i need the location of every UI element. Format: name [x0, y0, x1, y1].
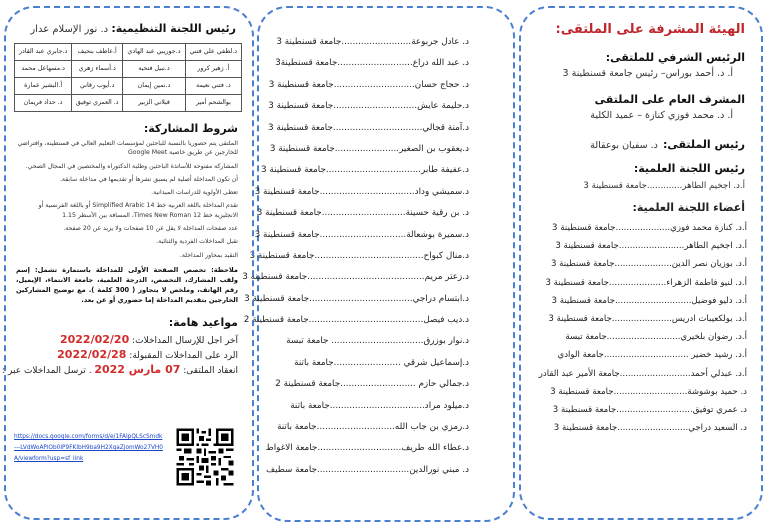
- supervising-committee-panel: [519, 6, 763, 520]
- list-item: د.إسماعيل شرقي ........................جامعة باتنة: [294, 357, 469, 368]
- forum-date-label: انعقاد الملتقى:: [183, 365, 238, 376]
- table-cell: بوالشحم أمير: [185, 95, 241, 112]
- list-item: أ.د. رضوان بلخيري...........................جامعة تبسة: [565, 332, 747, 343]
- forum-president: [521, 133, 745, 152]
- table-cell: د.نمين إيمان: [123, 78, 186, 95]
- deadline-response-date: 2022/02/28: [57, 347, 127, 361]
- list-item: أ.د. دليو فوضيل............................جامعة قسنطينة 3: [551, 295, 747, 306]
- condition-item: تقبل المداخلات الفردية والثنائية.: [156, 238, 238, 246]
- qr-code-icon[interactable]: [174, 426, 236, 488]
- table-cell: أ.عاطف بنحيف: [72, 44, 123, 61]
- table-cell: أ.البشير عمارة: [15, 78, 72, 95]
- list-item: أ.د. بوزيان نصر الدين.....................جامعة قسنطينة 3: [550, 259, 747, 270]
- forum-president-name: د. سفيان بوعقالة: [590, 140, 658, 151]
- condition-item: التقيد بمحاور المداخلة.: [179, 251, 238, 259]
- table-cell: د.مسهاعل محمد: [15, 61, 72, 78]
- list-item: د.آمنة قجالي................................جامعة قسنطينة 3: [267, 122, 469, 133]
- scientific-head-label: رئيس اللجنة العلمية:: [633, 162, 745, 175]
- panel-title: الهيئة المشرفة على الملتقى:: [555, 22, 745, 37]
- forum-president-label: رئيس الملتقى:: [662, 138, 745, 151]
- scientific-members-label: أعضاء اللجنة العلمية:: [632, 201, 745, 214]
- table-cell: قبلاني الزبير: [123, 95, 186, 112]
- list-item: د.سميرة بوشعالة...............................جامعة قسنطينة 3: [254, 229, 469, 240]
- general-supervisor-name: أ. د. محمد فوزي كنازة – عميد الكلية: [590, 110, 733, 121]
- table-cell: د.جابري عبد القادر: [15, 44, 72, 61]
- table-cell: د.أسماء زهري: [72, 61, 123, 78]
- deadline-response: [12, 348, 238, 361]
- table-cell: د.جوريبي عبد الهادي: [123, 44, 186, 61]
- list-item: د. حجاج حسان.............................جامعة قسنطينة 3: [268, 79, 469, 90]
- list-item: د.سميشي وداد..................................جامعة قسنطينة 3: [254, 186, 469, 197]
- organizing-head-name: د. نور الإسلام عدار: [30, 24, 109, 35]
- honorary-president-name: أ. د. أحمد بوراس– رئيس جامعة قسنطينة 3: [562, 68, 733, 79]
- condition-item: تعطى الأولوية للدراسات الميدانية.: [151, 189, 238, 197]
- list-item: د. عبد الله دراع...........................جامعة قسنطينة3: [275, 58, 469, 69]
- scientific-head-name: أ.د. اجخيم الطاهر.............جامعة قسنطينة 3: [583, 181, 745, 191]
- list-item: د.عفيفة طابر..................................جامعة قسنطينة 3: [260, 165, 469, 176]
- table-row: [15, 78, 242, 95]
- conditions-heading: شروط المشاركة:: [143, 122, 238, 135]
- list-item: د.زعتر مريم..........................................جامعة قسنطينة 3: [242, 272, 469, 283]
- deadline-submission: [12, 333, 238, 346]
- list-item: أ.د. بولكعيبات ادريس......................جامعة قسنطينة 3: [548, 313, 747, 324]
- list-item: أ.د. رشيد خضير ...............................جامعة الوادي: [557, 350, 747, 361]
- list-item: د.ميلود مراد..................................جامعة باتنة: [290, 400, 469, 411]
- table-cell: د.أيوب رقاني: [72, 78, 123, 95]
- table-cell: د.لطفي علي فتني: [185, 44, 241, 61]
- deadline-response-label: الرد على المداخلات المقبولة:: [129, 350, 238, 361]
- list-item: د.ديب فيصل.........................................جامعة قسنطينة 2: [243, 315, 469, 326]
- organizing-committee-panel: [4, 6, 254, 520]
- list-item: د. عادل جربوعة.........................جامعة قسنطينة 3: [276, 37, 469, 47]
- list-item: د. حميد بوشوشة...........................جامعة قسنطينة 3: [550, 386, 747, 397]
- list-item: أ.د. لنيو فاطمة الزهراء.....................جامعة قسنطينة 3: [545, 277, 747, 288]
- table-row: [15, 44, 242, 61]
- list-item: أ.د. كنازة محمد فوزي....................جامعة قسنطينة 3: [552, 223, 747, 233]
- list-item: د.منال كبواح.......................................جامعة قسنطينة 3: [249, 250, 469, 261]
- list-item: د. مبني نورالدين.................................جامعة سطيف: [266, 464, 469, 475]
- organizing-committee-table: [14, 43, 242, 112]
- list-item: أ.د. عبدلي أحمد..........................جامعة الأمير عبد القادر: [538, 368, 747, 379]
- members-list-continued: [242, 32, 513, 481]
- scientific-members-list: [521, 220, 761, 438]
- condition-item: عدد صفحات المداخلة لا يقل عن 10 صفحات ولا يزيد عن 20 صفحة.: [63, 225, 238, 233]
- table-cell: د. حداد فريمان: [15, 95, 72, 112]
- list-item: د.رمزي بن جاب الله............................جامعة باتنة: [277, 422, 469, 433]
- table-row: [15, 95, 242, 112]
- table-cell: د. العمري توفيق: [72, 95, 123, 112]
- dates-heading: مواعيد هامة:: [168, 315, 238, 329]
- list-item: د.ابتسام دراجي.....................................جامعة قسنطينة 3: [244, 293, 469, 304]
- deadline-submission-label: آخر اجل للإرسال المداخلات:: [132, 335, 238, 346]
- forum-date-value: 07 مارس 2022: [94, 362, 181, 376]
- submission-note: ملاحظة: تخصص الصفحة الأولى للمداخلة باستمارة تشمل: إسم ولقب المشارك، التخصص، الدرجة العلمية، جامعة الانتماء، الإيميل، رقم الهاتف، وملخص لا يتجاوز ( 300 كلمة ). مع توضيح المشاركين الخارجين بتقديم المداخلة إما حضوري أو عن بعد.: [16, 265, 238, 304]
- table-cell: د.نبيل فتحية: [123, 61, 186, 78]
- list-item: د.عطاء الله طريف..............................جامعة الاغواط: [265, 443, 469, 454]
- honorary-president-label: الرئيس الشرفي للملتقى:: [605, 51, 745, 64]
- list-item: د. بن رقية حسينة..............................جامعة قسنطينة 3: [256, 208, 469, 219]
- table-cell: أ. زهير كرور: [185, 61, 241, 78]
- condition-item: تقدم المداخلة باللغة العربية خط Simplified Arabic 14 أو باللغة الفرنسية أو الانجليزية خط Times New Roman 12، المسافة بين الأسطر 1.15: [38, 202, 238, 219]
- condition-item: الملتقى يتم حصوريا بالنسبة للباحثين لمؤسسات التعليم العالي في قسنطينة، وافتراضي للخارجين عن طريق خاصية Google Meet: [17, 140, 238, 157]
- deadline-submission-date: 2022/02/20: [59, 332, 130, 346]
- table-cell: د. فتني نعيمة: [185, 78, 241, 95]
- list-item: د. عمري توفيق............................جامعة قسنطينة 3: [552, 404, 747, 415]
- submission-form-link[interactable]: https://docs.google.com/forms/d/e/1FAIpQLScSmdk---LVdWoAPiOb0IP9FKlbH9ba9H2XgaZjomWo27VH0A/viewform?usp=sf_link: [14, 434, 163, 462]
- list-item: أ.د. اجخيم الطاهر........................جامعة قسنطينة 3: [555, 241, 747, 252]
- list-item: د.يعقوب بن الصغير.......................جامعة قسنطينة 3: [269, 143, 469, 154]
- list-item: د.حليمة عايش..............................جامعة قسنطينة 3: [268, 101, 469, 112]
- list-item: د.نوار بوزرق................................. جامعة تبسة: [286, 336, 469, 347]
- scientific-members-continued-panel: [242, 6, 515, 522]
- condition-item: أن تكون المداخلة أصلية لم يسبق نشرها أو تقديمها في مداخلة سابقة.: [59, 175, 238, 183]
- organizing-head: [12, 22, 236, 35]
- organizing-head-label: رئيس اللجنة التنظيمية:: [111, 22, 236, 35]
- table-row: [15, 61, 242, 78]
- general-supervisor-label: المشرف العام على الملتقى: [594, 93, 745, 106]
- condition-item: المشاركة مفتوحة للأساتذة الباحثين وطلبة الدكتوراه والمختصين في المجال الصحي.: [25, 162, 238, 170]
- list-item: د.جمالي حازم ...........................جامعة قسنطينة 2: [275, 379, 469, 390]
- submission-link-area: [14, 426, 248, 508]
- list-item: د. السعيد دراجي..........................جامعة قسنطينة 3: [553, 423, 747, 434]
- submission-method-label: . ترسل المداخلات عبر :: [2, 365, 92, 376]
- forum-date: [2, 362, 238, 376]
